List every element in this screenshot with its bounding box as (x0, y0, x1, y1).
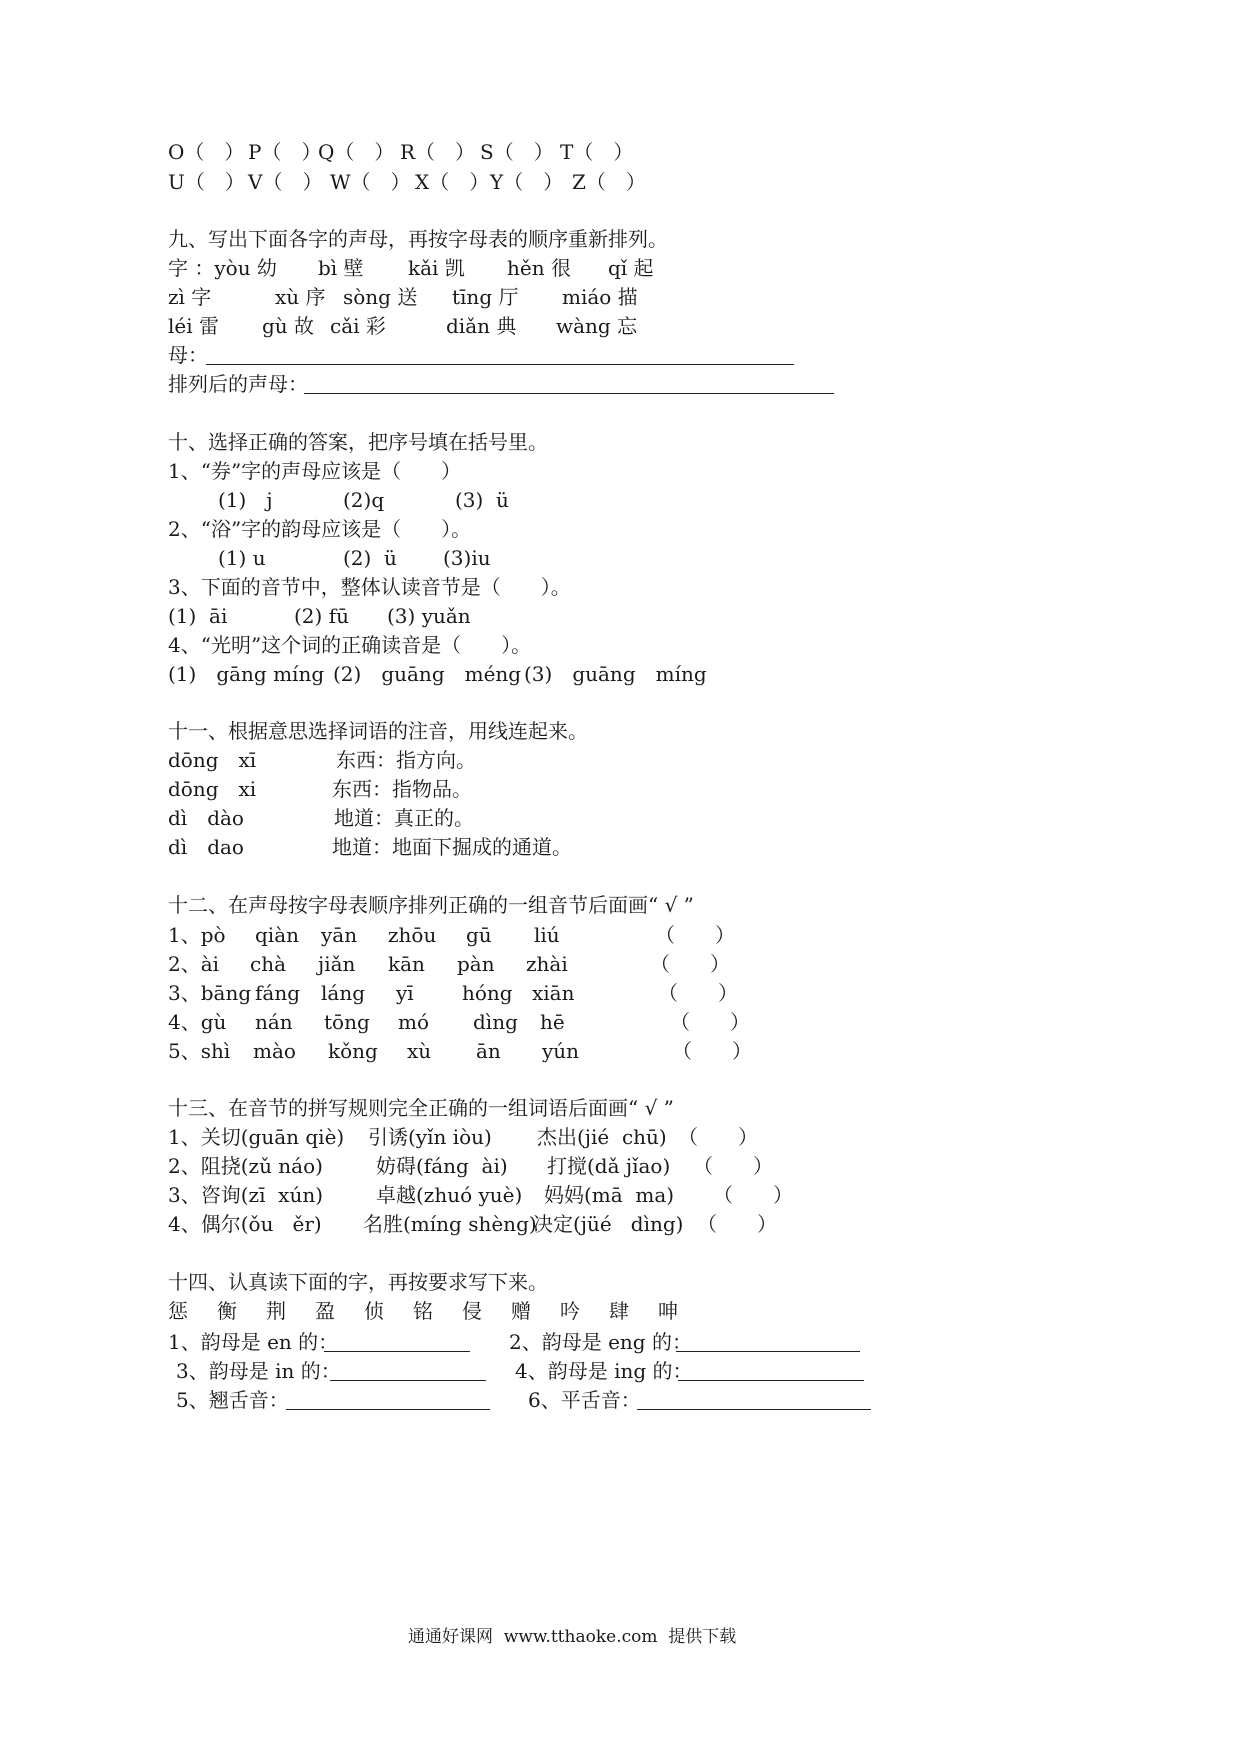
character: 侵 (462, 1299, 482, 1323)
answer-parentheses[interactable]: （ ） (650, 952, 730, 976)
syllable: hóng (462, 981, 513, 1005)
syllable: nán (255, 1010, 293, 1034)
match-meaning[interactable]: 东西：指方向。 (336, 748, 476, 772)
fill-blank[interactable] (330, 1360, 486, 1381)
syllable: xù (407, 1039, 432, 1063)
fill-label: 2、韵母是 eng 的： (509, 1330, 692, 1354)
syllable: yún (542, 1039, 580, 1063)
syllable-item: wàng 忘 (556, 314, 638, 338)
syllable-item: cǎi 彩 (330, 314, 386, 338)
syllable: yān (321, 923, 358, 947)
syllable: zhài (526, 952, 568, 976)
answer-parentheses[interactable]: （ ） (693, 1154, 773, 1178)
fill-label: 5、翘舌音： (176, 1388, 289, 1412)
fill-label: 3、韵母是 in 的： (176, 1359, 341, 1383)
syllable-item: miáo 描 (562, 285, 638, 309)
answer-parentheses[interactable]: （ ） (670, 1010, 750, 1034)
question-2: 2、“浴”字的韵母应该是（ ）。 (168, 517, 472, 541)
word: 3、咨询(zī xún) (168, 1183, 324, 1207)
character: 荆 (266, 1299, 286, 1323)
syllable-item: diǎn 典 (446, 314, 517, 338)
fill-blank[interactable] (676, 1331, 860, 1352)
mother-answer-blank[interactable] (206, 344, 794, 365)
alphabet-item: Q（ ） (318, 140, 395, 164)
word: 杰出(jié chū) (537, 1125, 667, 1149)
match-pinyin[interactable]: dì dao (168, 835, 244, 859)
alphabet-item: O（ ） (168, 140, 245, 164)
section-12-title: 十二、在声母按字母表顺序排列正确的一组音节后面画“ √ ” (168, 893, 694, 917)
syllable: 1、pò (168, 923, 226, 947)
syllable: fáng (255, 981, 301, 1005)
syllable: zhōu (388, 923, 437, 947)
match-pinyin[interactable]: dōng xi (168, 777, 257, 801)
character: 铭 (413, 1299, 433, 1323)
character: 赠 (511, 1299, 531, 1323)
alphabet-item: X（ ） (415, 170, 490, 194)
word: 妨碍(fáng ài) (376, 1154, 508, 1178)
syllable: qiàn (255, 923, 300, 947)
answer-parentheses[interactable]: （ ） (713, 1183, 793, 1207)
option: (1) u (218, 546, 266, 570)
syllable: liú (534, 923, 560, 947)
fill-label: 6、平舌音： (528, 1388, 641, 1412)
syllable: mào (253, 1039, 296, 1063)
match-pinyin[interactable]: dōng xī (168, 748, 257, 772)
syllable-item: xù 序 (275, 285, 326, 309)
sorted-label: 排列后的声母： (168, 372, 308, 396)
word: 打搅(dǎ jǐao) (547, 1154, 671, 1178)
option: (3)iu (443, 546, 491, 570)
syllable: láng (321, 981, 366, 1005)
section-13-title: 十三、在音节的拼写规则完全正确的一组词语后面画“ √ ” (168, 1096, 674, 1120)
syllable: 2、ài (168, 952, 220, 976)
syllable-item: qǐ 起 (608, 256, 654, 280)
fill-label: 4、韵母是 ing 的： (515, 1359, 693, 1383)
section-9-title: 九、写出下面各字的声母，再按字母表的顺序重新排列。 (168, 227, 668, 251)
section-14-title: 十四、认真读下面的字，再按要求写下来。 (168, 1270, 548, 1294)
syllable: ān (476, 1039, 501, 1063)
character: 盈 (315, 1299, 335, 1323)
syllable: kān (388, 952, 425, 976)
match-pinyin[interactable]: dì dào (168, 806, 244, 830)
option: (1) gāng míng (168, 662, 325, 686)
word: 妈妈(mā ma) (544, 1183, 675, 1207)
syllable: 5、shì (168, 1039, 231, 1063)
fill-blank[interactable] (637, 1389, 871, 1410)
character: 惩 (168, 1299, 188, 1323)
word: 1、关切(guān qiè) (168, 1125, 345, 1149)
syllable: pàn (457, 952, 495, 976)
option: (2) fū (294, 604, 349, 628)
character: 侦 (364, 1299, 384, 1323)
syllable: kǒng (328, 1039, 378, 1063)
answer-parentheses[interactable]: （ ） (658, 981, 738, 1005)
alphabet-item: Y（ ） (490, 170, 564, 194)
character: 肆 (609, 1299, 629, 1323)
alphabet-item: S（ ） (480, 140, 554, 164)
fill-blank[interactable] (678, 1360, 864, 1381)
syllable: 4、gù (168, 1010, 227, 1034)
question-1: 1、“券”字的声母应该是（ ） (168, 459, 462, 483)
syllable: chà (250, 952, 287, 976)
word: 2、阻挠(zǔ náo) (168, 1154, 323, 1178)
fill-label: 1、韵母是 en 的： (168, 1330, 339, 1354)
question-4: 4、“光明”这个词的正确读音是（ ）。 (168, 633, 532, 657)
syllable-item: kǎi 凯 (408, 256, 465, 280)
alphabet-item: T（ ） (560, 140, 634, 164)
word: 决定(jüé dìng) (533, 1212, 684, 1236)
section-11-title: 十一、根据意思选择词语的注音，用线连起来。 (168, 719, 588, 743)
fill-blank[interactable] (286, 1389, 490, 1410)
syllable-item: hěn 很 (507, 256, 571, 280)
mother-label: 母： (168, 343, 208, 367)
syllable-item: bì 壁 (318, 256, 364, 280)
sorted-answer-blank[interactable] (304, 373, 834, 394)
match-meaning[interactable]: 地道：地面下掘成的通道。 (332, 835, 572, 859)
footer-text: 通通好课网 www.tthaoke.com 提供下载 (408, 1627, 737, 1647)
match-meaning[interactable]: 东西：指物品。 (332, 777, 472, 801)
option: (1) j (218, 488, 273, 512)
syllable-item: tīng 厅 (452, 285, 519, 309)
syllable: yī (396, 981, 414, 1005)
syllable: xiān (532, 981, 575, 1005)
option: (3) yuǎn (387, 604, 471, 628)
answer-parentheses[interactable]: （ ） (672, 1039, 752, 1063)
character: 呻 (658, 1299, 678, 1323)
character: 吟 (560, 1299, 580, 1323)
syllable: gū (466, 923, 492, 947)
word: 引诱(yǐn iòu) (368, 1125, 492, 1149)
option: (2) guāng méng (333, 662, 522, 686)
character: 衡 (217, 1299, 237, 1323)
option: (3) ü (455, 488, 509, 512)
answer-parentheses[interactable]: （ ） (697, 1212, 777, 1236)
syllable-item: zì 字 (168, 285, 212, 309)
answer-parentheses[interactable]: （ ） (655, 923, 735, 947)
alphabet-item: U（ ） (168, 170, 245, 194)
question-3: 3、下面的音节中，整体认读音节是（ ）。 (168, 575, 571, 599)
alphabet-item: V（ ） (248, 170, 323, 194)
syllable: 3、bāng (168, 981, 252, 1005)
alphabet-item: P（ ） (248, 140, 322, 164)
syllable-item: sòng 送 (343, 285, 418, 309)
syllable: dìng (473, 1010, 518, 1034)
match-meaning[interactable]: 地道：真正的。 (334, 806, 474, 830)
word: 名胜(míng shèng) (363, 1212, 537, 1236)
alphabet-item: W（ ） (330, 170, 411, 194)
syllable: mó (398, 1010, 430, 1034)
answer-parentheses[interactable]: （ ） (678, 1125, 758, 1149)
syllable-item: gù 故 (262, 314, 315, 338)
option: (2) ü (343, 546, 397, 570)
section-10-title: 十、选择正确的答案，把序号填在括号里。 (168, 430, 548, 454)
page-footer (0, 1622, 1240, 1652)
option: (3) guāng míng (524, 662, 707, 686)
option: (1) āi (168, 604, 228, 628)
fill-blank[interactable] (324, 1331, 470, 1352)
syllable-item: 字 ：yòu 幼 (168, 256, 277, 280)
syllable: tōng (324, 1010, 370, 1034)
word: 卓越(zhuó yuè) (376, 1183, 523, 1207)
syllable: jiǎn (318, 952, 356, 976)
alphabet-item: Z（ ） (572, 170, 646, 194)
word: 4、偶尔(ǒu ěr) (168, 1212, 322, 1236)
alphabet-item: R（ ） (400, 140, 476, 164)
syllable-item: léi 雷 (168, 314, 219, 338)
syllable: hē (540, 1010, 565, 1034)
option: (2)q (343, 488, 385, 512)
